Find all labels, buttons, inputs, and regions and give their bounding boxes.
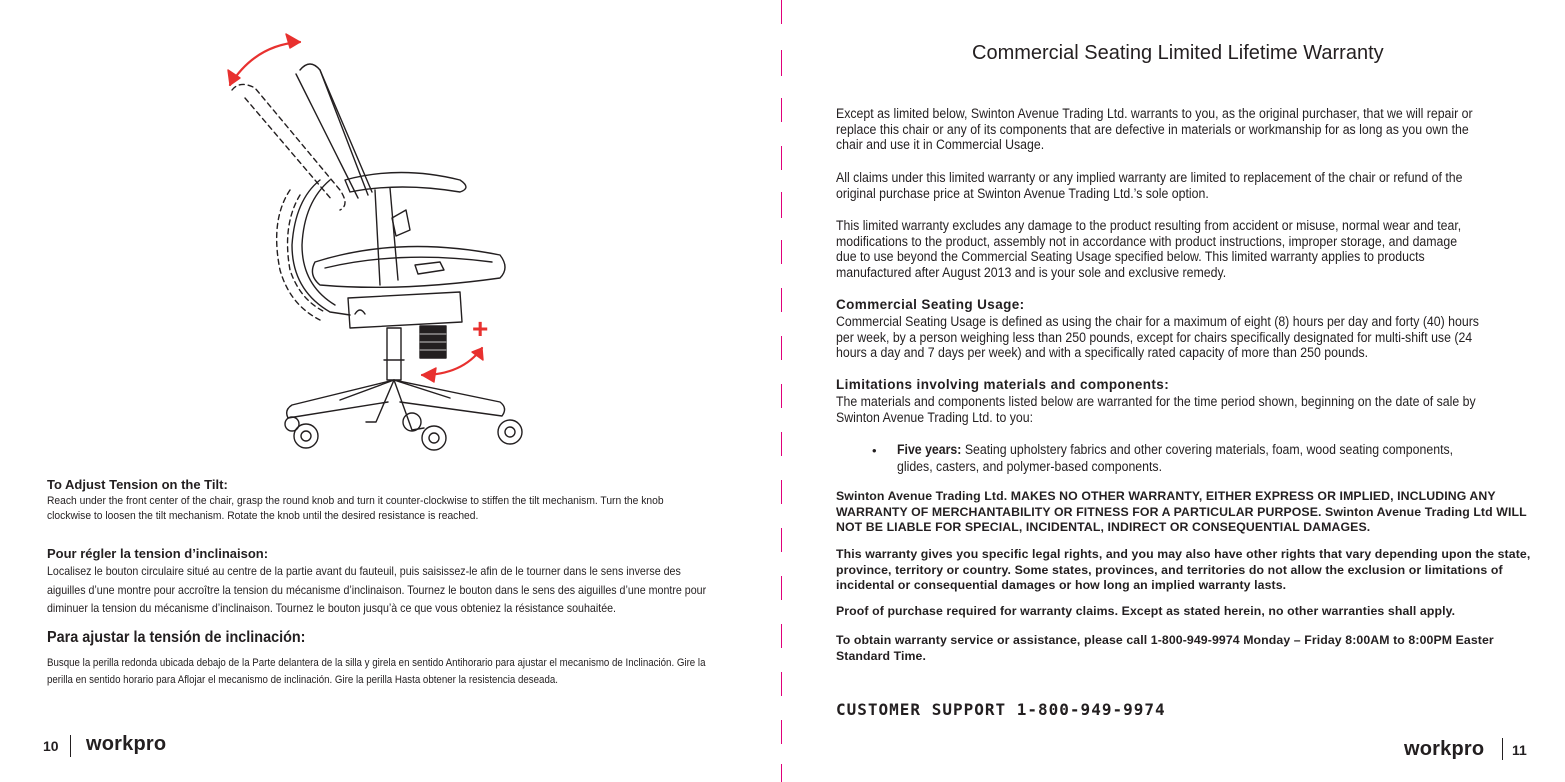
disclaimer-1: Swinton Avenue Trading Ltd. MAKES NO OTHER WARRANTY, EITHER EXPRESS OR IMPLIED, INCLUDING ANY WARRANTY OF MERCHANTABILITY OR FITNESS FOR A PARTICULAR PURPOSE. Swinton Avenue Trading Ltd WILL NOT BE LIABLE FOR SPECIAL, INCIDENTAL, INDIRECT OR CONSEQUENTIAL DAMAGES. [836,489,1527,534]
five-years-text: Seating upholstery fabrics and other covering materials, foam, wood seating components, glides, casters, and polymer-based components. [897,442,1454,474]
disclaimer-2: This warranty gives you specific legal rights, and you may also have other rights that vary depending upon the state, province, territory or country. Some states, provinces, and territories do not allow the exclusion or limitations of incidental or consequential damages or how long an implied warranty lasts. [836,547,1531,592]
footer-divider-right [1502,738,1503,760]
bullet-marker: • [872,443,877,458]
limitations-heading: Limitations involving materials and components: [836,377,1170,392]
spanish-instructions: Busque la perilla redonda ubicada debajo de la Parte delantera de la silla y girela en sentido Antihorario para ajustar el mecanismo de Inclinación. Gire la perilla en sentido horario para Aflojar el mecanismo de inclinación. Gire la perilla Hasta obtener la resistencia deseada. [47,657,706,686]
spanish-heading: Para ajustar la tensión de inclinación: [47,629,306,646]
customer-support: CUSTOMER SUPPORT 1-800-949-9974 [836,700,1166,719]
page-number-left: 10 [43,738,59,754]
usage-body: Commercial Seating Usage is defined as using the chair for a maximum of eight (8) hours per day and forty (40) hours per week, by a person weighing less than 250 pounds, except for chairs specifically designated for multi-shift use (24 hours a day and 7 days per week) and with a specifically rated capacity of more than 250 pounds. [836,314,1479,360]
workpro-logo-left: workpro [86,733,167,755]
french-heading: Pour régler la tension d’inclinaison: [47,546,269,561]
workpro-logo-right: workpro [1404,738,1485,760]
warranty-title: Commercial Seating Limited Lifetime Warranty [972,42,1384,64]
five-years-label: Five years: [897,442,962,457]
warranty-para-3: This limited warranty excludes any damage to the product resulting from accident or misuse, normal wear and tear, modifications to the product, assembly not in accordance with product instructions, improper storage, and damage due to use beyond the Commercial Seating Usage specified below. This limited warranty applies to products manufactured after August 2013 and is your sole and exclusive remedy. [836,218,1462,280]
footer-divider-left [70,735,71,757]
chair-illustration [200,30,560,460]
warranty-para-1: Except as limited below, Swinton Avenue Trading Ltd. warrants to you, as the original purchaser, that we will repair or replace this chair or any of its components that are defective in materials or workmanship for as long as you own the chair and use it in Commercial Usage. [836,106,1473,152]
tilt-heading: To Adjust Tension on the Tilt: [47,477,228,492]
plus-sign: + [472,313,489,344]
usage-heading: Commercial Seating Usage: [836,297,1025,312]
page-number-right: 11 [1512,742,1527,758]
service-info: To obtain warranty service or assistance, please call 1-800-949-9974 Monday – Friday 8:00AM to 8:00PM Easter Standard Time. [836,633,1494,663]
warranty-para-2: All claims under this limited warranty or any implied warranty are limited to replacement of the chair or refund of the original purchase price at Swinton Avenue Trading Ltd.’s sole option. [836,170,1463,201]
tilt-instructions: Reach under the front center of the chair, grasp the round knob and turn it counter-clockwise to stiffen the tilt mechanism. Turn the knob clockwise to loosen the tilt mechanism. Rotate the knob until the desired resistance is reached. [47,495,664,522]
proof-of-purchase: Proof of purchase required for warranty claims. Except as stated herein, no other warranties shall apply. [836,604,1456,618]
french-instructions: Localisez le bouton circulaire situé au centre de la partie avant du fauteuil, puis saisissez-le afin de le tourner dans le sens inverse des aiguilles d’une montre pour accroître la tension du mécanisme d’inclinaison. Tournez le bouton dans le sens des aiguilles d’une montre pour diminuer la tension du mécanisme d’inclinaison. Tournez le bouton jusqu’à ce que vous obteniez la résistance souhaitée. [47,565,707,615]
limitations-body: The materials and components listed below are warranted for the time period shown, beginning on the date of sale by Swinton Avenue Trading Ltd. to you: [836,394,1476,425]
five-years-item [897,441,1486,475]
